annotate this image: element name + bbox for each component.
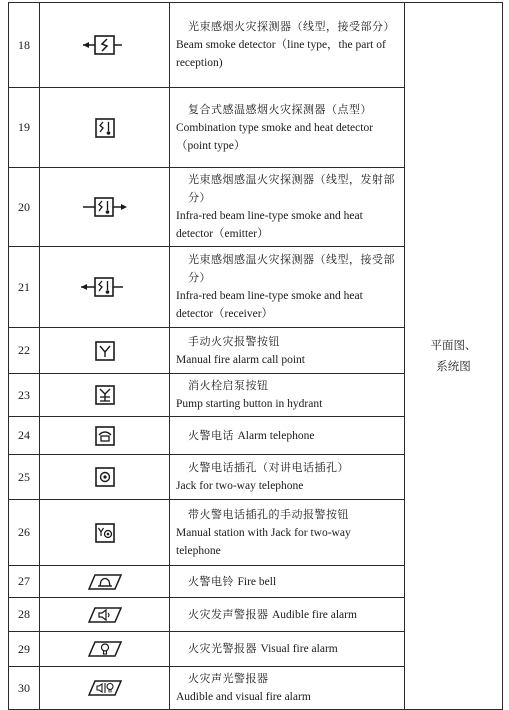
alarm-telephone-icon bbox=[93, 425, 117, 447]
description-zh: 火灾发声警报器 bbox=[188, 607, 269, 621]
beam-smoke-receiver-icon bbox=[80, 33, 130, 57]
description-zh: 消火栓启泵按钮 bbox=[188, 379, 269, 392]
description-zh: 火警电话 bbox=[188, 428, 234, 442]
description-en: Manual fire alarm call point bbox=[176, 353, 306, 366]
row-number: 25 bbox=[9, 455, 40, 500]
description-zh: 火警电铃 bbox=[188, 574, 234, 588]
description-en: Audible fire alarm bbox=[272, 608, 357, 621]
beam-smoke-heat-emitter-icon bbox=[77, 195, 133, 219]
row-number: 28 bbox=[9, 598, 40, 632]
description-en: Infra-red beam line-type smoke and heat detector（emitter） bbox=[176, 210, 363, 240]
description-en: Alarm telephone bbox=[237, 429, 315, 442]
audible-alarm-icon bbox=[86, 605, 124, 625]
row-number: 21 bbox=[9, 247, 40, 328]
applicable-scope bbox=[405, 3, 503, 710]
description-en: Beam smoke detector（line type，the part of reception) bbox=[176, 39, 386, 69]
scope-line-2: 系统图 bbox=[436, 359, 471, 373]
row-number: 20 bbox=[9, 168, 40, 247]
description-zh: 复合式感温感烟火灾探测器（点型） bbox=[188, 102, 372, 116]
beam-smoke-heat-receiver-icon bbox=[77, 275, 133, 299]
visual-alarm-icon bbox=[86, 639, 124, 659]
description-zh: 火警电话插孔（对讲电话插孔） bbox=[188, 461, 349, 474]
fire-bell-icon bbox=[86, 572, 124, 592]
row-number: 22 bbox=[9, 328, 40, 374]
description-zh: 带火警电话插孔的手动报警按钮 bbox=[188, 507, 349, 521]
hydrant-pump-button-icon bbox=[93, 384, 117, 406]
description-zh: 手动火灾报警按钮 bbox=[188, 334, 280, 348]
row-number: 19 bbox=[9, 88, 40, 168]
scope-line-1: 平面图、 bbox=[430, 338, 477, 352]
combination-smoke-heat-detector-icon bbox=[80, 116, 130, 140]
row-number: 18 bbox=[9, 3, 40, 88]
description-zh: 火灾声光警报器 bbox=[188, 672, 269, 685]
description-zh: 光束感烟感温火灾探测器（线型，发射部分） bbox=[188, 173, 395, 204]
description-en: Visual fire alarm bbox=[260, 643, 338, 655]
row-number: 26 bbox=[9, 500, 40, 566]
description-en: Audible and visual fire alarm bbox=[176, 691, 311, 703]
row-number: 23 bbox=[9, 374, 40, 417]
description-en: Pump starting button in hydrant bbox=[176, 398, 323, 410]
description-en: Manual station with Jack for two-way telephone bbox=[176, 526, 351, 557]
row-number: 29 bbox=[9, 632, 40, 667]
description-zh: 光束感烟感温火灾探测器（线型，接受部分） bbox=[188, 253, 395, 284]
manual-station-jack-icon bbox=[93, 522, 117, 544]
table-row bbox=[9, 3, 503, 88]
description-en: Fire bell bbox=[237, 575, 277, 588]
audible-visual-alarm-icon bbox=[86, 678, 124, 698]
row-number: 30 bbox=[9, 667, 40, 710]
row-number: 24 bbox=[9, 417, 40, 455]
manual-call-point-icon bbox=[93, 340, 117, 362]
telephone-jack-icon bbox=[93, 466, 117, 488]
description-zh: 光束感烟火灾探测器（线型，接受部分） bbox=[188, 20, 395, 33]
description-zh: 火灾光警报器 bbox=[188, 642, 257, 655]
description-en: Combination type smoke and heat detector（point type） bbox=[176, 121, 374, 152]
description-en: Infra-red beam line-type smoke and heat detector（receiver） bbox=[176, 290, 363, 320]
row-number: 27 bbox=[9, 566, 40, 598]
symbol-legend-table bbox=[8, 2, 503, 710]
description-en: Jack for two-way telephone bbox=[176, 480, 304, 492]
